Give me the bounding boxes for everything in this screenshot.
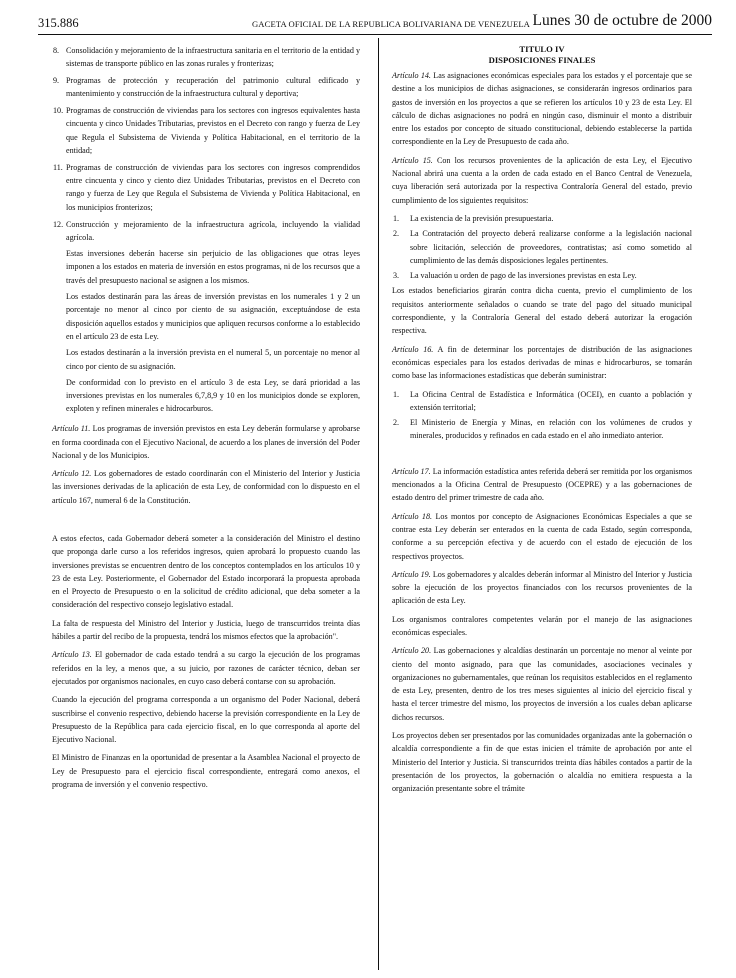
publication-title: GACETA OFICIAL DE LA REPUBLICA BOLIVARIANA DE VENEZUELA bbox=[252, 19, 530, 29]
article-text: Los montos por concepto de Asignaciones Económicas Especiales a que se contrae esta Ley deberán ser enterados en la cuenta de cada Estado, según corresponda, conforme a su percepción efectiva y de acuerdo con el estado de ejecución de los respectivos proyectos. bbox=[392, 511, 692, 561]
titulo-subheading: DISPOSICIONES FINALES bbox=[488, 54, 596, 65]
list-item bbox=[392, 416, 692, 443]
subparagraph: Estas inversiones deberán hacerse sin perjuicio de las obligaciones que otras leyes imponen a los estados en materia de inversión en estos programas, ni de los recursos que a través del presupuesto nacional se asignen a los mismos. bbox=[66, 249, 360, 285]
subparagraph: Los estados destinarán a la inversión prevista en el numeral 5, un porcentaje no menor al cinco por ciento de su asignación. bbox=[66, 348, 360, 371]
item-number: 8. bbox=[53, 46, 60, 55]
item-text: Construcción y mejoramiento de la infraestructura agrícola, incluyendo la vialidad agrícola. bbox=[66, 219, 360, 242]
article-text: A fin de determinar los porcentajes de distribución de las asignaciones económicas especiales para los estados derivadas de minas e hidrocarburos, se tomarán como base las informaciones estadísticas que deberán suministrar: bbox=[392, 344, 692, 381]
paragraph-falta-respuesta: La falta de respuesta del Ministro del Interior y Justicia, luego de transcurridos treinta días hábiles a partir del recibo de la propuesta, tendrá los mismos efectos que la aprobación". bbox=[52, 618, 360, 642]
article-heading: Artículo 15. bbox=[392, 155, 433, 165]
right-column bbox=[392, 44, 692, 801]
article-text: Las gobernaciones y alcaldías destinarán un porcentaje no menor al veinte por ciento del monto asignado, para que las comunidades, asociaciones vecinales y organizaciones no gubernamentales, que reúnan los requisitos establecidos en el reglamento de esta Ley, presenten, dentro de los tres meses siguientes al inicio del ejercicio fiscal y hasta el tercer trimestre del mismo, los proyectos de inversión a los cuales deban aplicarse dichos recursos. bbox=[392, 646, 692, 722]
article-19 bbox=[392, 568, 692, 608]
paragraph-ministro: El Ministro de Finanzas en la oportunidad de presentar a la Asamblea Nacional el proyecto de Ley de Presupuesto para el ejercicio fiscal correspondiente, entregará como anexos, el programa de inversión y el convenio respectivo. bbox=[52, 753, 360, 790]
column-divider bbox=[378, 38, 379, 970]
article-17 bbox=[392, 465, 692, 505]
item-text: Programas de construcción de viviendas para los sectores con ingresos comprendidos entre cincuenta y cinco y ciento diez Unidades Tributarias, previstos en el Decreto con rango y fuerza de Ley que Regula el Subsistema de Vivienda y Política Habitacional, en los municipios fronterizos; bbox=[66, 162, 360, 212]
paragraph-estados: Los estados beneficiarios girarán contra dicha cuenta, previo el cumplimiento de los requisitos anteriormente señalados o cuando se trate del pago del situado municipal correspondiente, y la Contraloría General del estado deberá autorizar la erogación respectiva. bbox=[392, 286, 692, 336]
article-heading: Artículo 13. bbox=[52, 650, 92, 660]
item-text: Programas de construcción de viviendas para los sectores con ingresos equivalentes hasta cincuenta y cinco Unidades Tributarias, previstos en el Decreto con rango y fuerza de Ley que Regula el Subsistema de Vivienda y Política Habitacional, en el territorio de la entidad; bbox=[66, 106, 360, 156]
item-number: 12. bbox=[53, 219, 64, 229]
paragraph-cuando: Cuando la ejecución del programa corresponda a un organismo del Poder Nacional, deberá suscribirse el convenio respectivo, debiendo hacerse la previsión correspondiente en la Ley de Presupuesto de la República para cada ejercicio fiscal, en lo que corresponda al aporte del Ejecutivo Nacional. bbox=[52, 695, 360, 745]
item-number: 10. bbox=[53, 106, 64, 116]
item-text: La existencia de la previsión presupuestaria. bbox=[410, 213, 554, 223]
list-item bbox=[392, 212, 692, 225]
article-20 bbox=[392, 644, 692, 724]
suppliers-list bbox=[392, 388, 692, 443]
list-item bbox=[52, 161, 360, 214]
item-text: La Contratación del proyecto deberá realizarse conforme a la legislación nacional sobre licitación, selección de proveedores, contratistas; así como sometido al cumplimiento de las demás disposiciones legales pertinentes. bbox=[410, 229, 692, 265]
item-text: Consolidación y mejoramiento de la infraestructura sanitaria en el territorio de la entidad y sistemas de transporte público en las zonas rurales y fronterizas; bbox=[66, 46, 360, 69]
header-rule bbox=[38, 34, 712, 35]
article-15 bbox=[392, 154, 692, 207]
item-number: 9. bbox=[53, 76, 60, 86]
article-heading: Artículo 12. bbox=[52, 469, 92, 479]
article-18 bbox=[392, 510, 692, 563]
item-text: La Oficina Central de Estadística e Informática (OCEI), en cuanto a población y extensión territorial; bbox=[410, 389, 692, 412]
item-number: 2. bbox=[393, 229, 400, 239]
item-number: 1. bbox=[393, 213, 400, 223]
item-text: La valuación u orden de pago de las inversiones previstas en esta Ley. bbox=[410, 271, 637, 281]
article-heading: Artículo 20. bbox=[392, 646, 432, 656]
list-item bbox=[392, 388, 692, 415]
subparagraph: De conformidad con lo previsto en el artículo 3 de esta Ley, se dará prioridad a las inversiones previstas en los numerales 6,7,8,9 y 10 en los municipios donde se exploren, exploten y refinen minerales e hidrocarburos. bbox=[66, 377, 360, 414]
list-item bbox=[392, 269, 692, 282]
item-number: 2. bbox=[393, 418, 400, 428]
subparagraph: Los estados destinarán para las áreas de inversión previstas en los numerales 1 y 2 un porcentaje no menor al cinco por ciento de su asignación, exceptuándose de esta disposición aquellos estados y municipios que apliquen recursos conforme a lo establecido en el artículo 23 de esta Ley. bbox=[66, 292, 360, 341]
requirements-list bbox=[392, 212, 692, 282]
article-11 bbox=[52, 422, 360, 462]
left-column bbox=[52, 44, 360, 796]
paragraph-efectos: A estos efectos, cada Gobernador deberá someter a la consideración del Ministro el destino que proponga darle curso a los referidos ingresos, quien aprobará lo propuesto cuando las inversiones previstas se encuentren dentro de los conceptos contemplados en los artículos 10 y 23 de esta Ley. Posteriormente, el Gobernador del Estado incorporará la propuesta aprobada en el Proyecto de Presupuesto o en la solicitud de crédito adicional, que deba someter a la consideración del respectivo consejo legislativo estadal. bbox=[52, 534, 360, 610]
article-text: El gobernador de cada estado tendrá a su cargo la ejecución de los programas referidos en la ley, a menos que, a su juicio, por razones de carácter técnico, deban ser ejecutados por organismos nacionales, en cuyo caso deberá contarse con su aprobación. bbox=[52, 650, 360, 686]
article-heading: Artículo 16. bbox=[392, 344, 434, 354]
article-text: Con los recursos provenientes de la aplicación de esta Ley, el Ejecutivo Nacional abrirá una cuenta a la orden de cada estado en el Banco Central de Venezuela, cuya liberación será autorizada por la respectiva Contraloría General del estado, previo cumplimiento de los siguientes requisitos: bbox=[392, 155, 692, 205]
item-12-subparagraphs bbox=[66, 247, 360, 416]
list-item bbox=[52, 104, 360, 157]
article-heading: Artículo 18. bbox=[392, 511, 433, 521]
item-number: 1. bbox=[393, 389, 400, 399]
article-16 bbox=[392, 343, 692, 383]
section-title bbox=[392, 44, 692, 65]
page-number: 315.886 bbox=[38, 16, 79, 30]
item-text: El Ministerio de Energía y Minas, en relación con los volúmenes de crudos y minerales, producidos y refinados en cada estado en el año inmediato anterior. bbox=[410, 418, 692, 441]
article-heading: Artículo 14. bbox=[392, 71, 431, 80]
article-text: Los gobernadores de estado coordinarán con el Ministerio del Interior y Justicia las inversiones derivadas de la aplicación de esta Ley, de conformidad con lo dispuesto en el artículo 167, numeral 6 de la Constitución. bbox=[52, 469, 360, 505]
article-text: Los gobernadores y alcaldes deberán informar al Ministro del Interior y Justicia sobre la ejecución de los proyectos financiados con los recursos provenientes de la aplicación de esta Ley. bbox=[392, 569, 692, 606]
article-14 bbox=[392, 69, 692, 149]
paragraph-proyectos: Los proyectos deben ser presentados por las comunidades organizadas ante la gobernación o alcaldía correspondiente a fin de que estas inicien el trámite de aprobación por ante el Ministerio del Interior y Justicia. Si transcurridos treinta días hábiles contados a partir de la presentación de los proyectos, la gobernación o alcaldía no emitiera respuesta a la organización presentante sobre el trámite bbox=[392, 731, 692, 794]
article-heading: Artículo 17. bbox=[392, 466, 431, 476]
list-item bbox=[52, 218, 360, 419]
item-number: 3. bbox=[393, 271, 400, 281]
titulo-heading: TITULO IV bbox=[519, 44, 565, 54]
list-item bbox=[52, 44, 360, 71]
article-text: Los programas de inversión previstos en esta Ley deberán formularse y aprobarse en forma coordinada con el Ejecutivo Nacional, de acuerdo a los planes de inversión del Poder Nacional y de los Municipios. bbox=[52, 424, 360, 460]
item-number: 11. bbox=[53, 162, 63, 172]
paragraph-organismos: Los organismos contralores competentes velarán por el manejo de las asignaciones económicas especiales. bbox=[392, 614, 692, 637]
page-header bbox=[38, 14, 712, 34]
item-text: Programas de protección y recuperación del patrimonio cultural edificado y mantenimiento y construcción de la infraestructura cultural y deportiva; bbox=[66, 76, 360, 99]
list-item bbox=[52, 74, 360, 101]
numbered-list-a bbox=[52, 44, 360, 214]
publication-date: Lunes 30 de octubre de 2000 bbox=[532, 12, 712, 29]
article-heading: Artículo 19. bbox=[392, 569, 431, 579]
article-12 bbox=[52, 467, 360, 507]
article-13 bbox=[52, 648, 360, 688]
list-item bbox=[392, 227, 692, 267]
article-text: Las asignaciones económicas especiales para los estados y el porcentaje que se destine a los municipios de dichas asignaciones, se considerarán ingresos ordinarios para gastos de inversión en los proyectos a que se refieren los artículos 10 y 23 de esta Ley. El cálculo de dichas asignaciones no podrá en ningún caso, disminuir el monto a distribuir entre los estados por concepto de situado constitucional, debiendo establecerse la partida correspondiente en la Ley de Presupuesto de cada año. bbox=[392, 71, 692, 147]
article-heading: Artículo 11. bbox=[52, 424, 91, 434]
article-text: La información estadística antes referida deberá ser remitida por los organismos mencionados a la Oficina Central de Presupuesto (OCEPRE) y a las gobernaciones de estado dentro del primer trimestre de cada año. bbox=[392, 466, 693, 503]
